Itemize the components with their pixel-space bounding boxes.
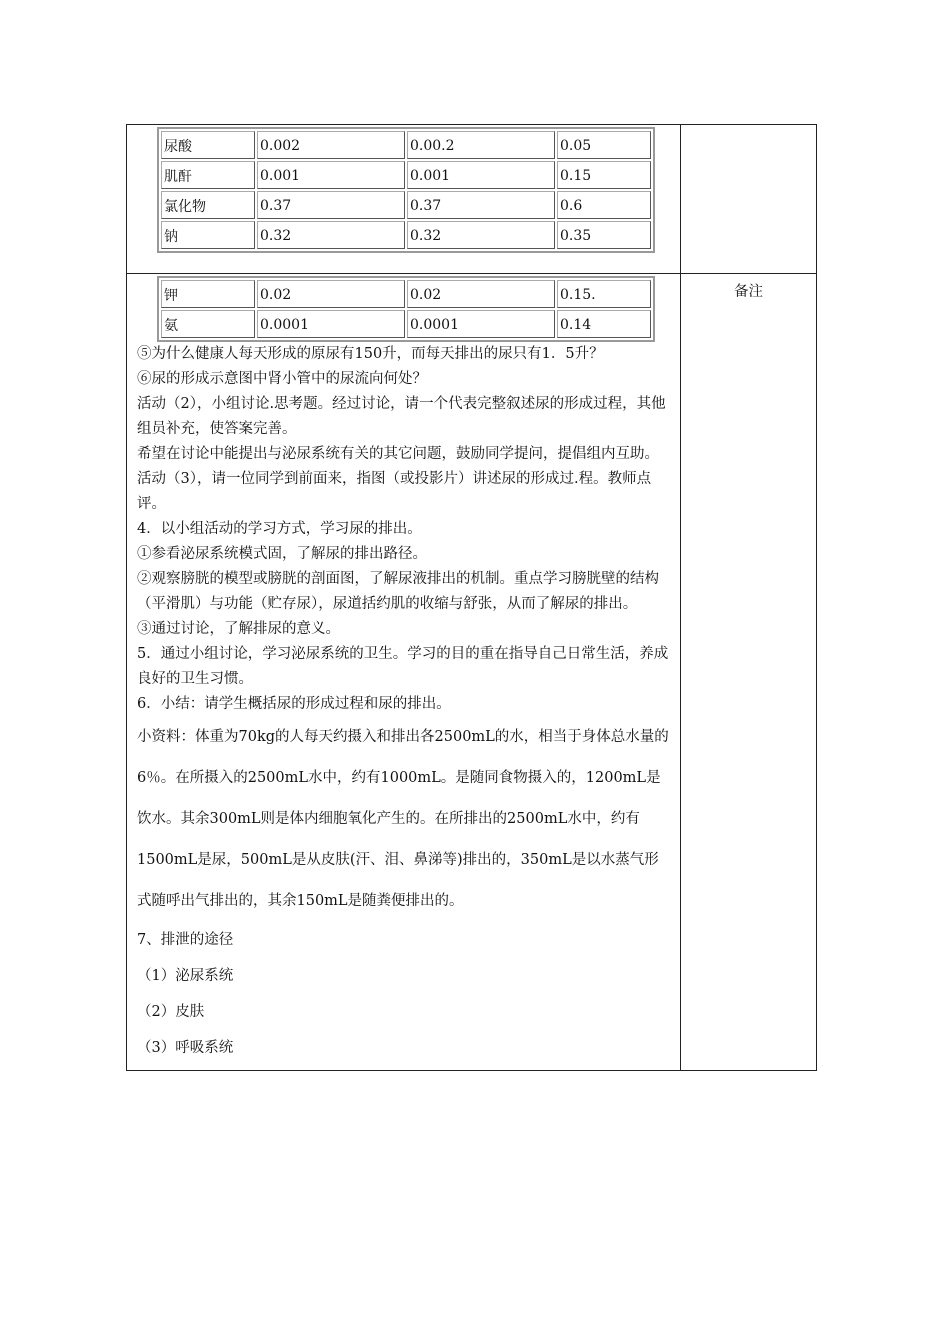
- table-row: [161, 191, 651, 219]
- table-row: [161, 280, 651, 308]
- primary-urine-value: 0.00.2: [407, 131, 555, 159]
- paragraph: 5．通过小组讨论，学习泌尿系统的卫生。学习的目的重在指导自己日常生活，养成良好的卫生习惯。: [137, 646, 669, 687]
- notes-cell-top: [681, 125, 817, 274]
- list-item: （1）泌尿系统: [137, 968, 234, 984]
- substance-name: 尿酸: [161, 131, 255, 159]
- excretion-title: 7、排泄的途径: [137, 932, 234, 948]
- urine-value: 0.15: [557, 161, 651, 189]
- table-row: [161, 131, 651, 159]
- paragraph: 6．小结：请学生概括尿的形成过程和尿的排出。: [137, 696, 451, 712]
- urine-value: 0.15.: [557, 280, 651, 308]
- table-row: [127, 125, 817, 274]
- paragraph: ⑥尿的形成示意图中肾小管中的尿流向何处？: [137, 371, 427, 387]
- urine-value: 0.35: [557, 221, 651, 249]
- paragraph: ③通过讨论，了解排尿的意义。: [137, 621, 340, 637]
- paragraph: 活动（2），小组讨论.思考题。经过讨论，请一个代表完整叙述尿的形成过程，其他组员补充，使答案完善。: [137, 396, 666, 437]
- table-row: [161, 221, 651, 249]
- paragraph: 活动（3），请一位同学到前面来，指图（或投影片）讲述尿的形成过.程。教师点评。: [137, 471, 652, 512]
- paragraph: ①参看泌尿系统模式固，了解尿的排出路径。: [137, 546, 427, 562]
- plasma-value: 0.32: [257, 221, 405, 249]
- urine-value: 0.05: [557, 131, 651, 159]
- plasma-value: 0.002: [257, 131, 405, 159]
- lesson-body: [127, 342, 680, 1070]
- urine-value: 0.6: [557, 191, 651, 219]
- substance-name: 氯化物: [161, 191, 255, 219]
- primary-urine-value: 0.001: [407, 161, 555, 189]
- list-item: （3）呼吸系统: [137, 1040, 234, 1056]
- table-row: [161, 310, 651, 338]
- composition-table-bottom: [157, 276, 655, 342]
- urine-value: 0.14: [557, 310, 651, 338]
- composition-table-top: [157, 127, 655, 253]
- substance-name: 钠: [161, 221, 255, 249]
- list-item: （2）皮肤: [137, 1004, 205, 1020]
- content-cell-top: [127, 125, 681, 274]
- paragraph: ②观察膀胱的模型或膀胱的剖面图，了解尿液排出的机制。重点学习膀胱壁的结构（平滑肌）与功能（贮存尿），尿道括约肌的收缩与舒张，从而了解尿的排出。: [137, 571, 659, 612]
- plasma-value: 0.37: [257, 191, 405, 219]
- lesson-plan-table: [126, 124, 817, 1071]
- table-row: [161, 161, 651, 189]
- notes-label: 备注: [734, 284, 763, 300]
- substance-name: 肌酐: [161, 161, 255, 189]
- primary-urine-value: 0.37: [407, 191, 555, 219]
- content-cell-main: [127, 274, 681, 1071]
- primary-urine-value: 0.02: [407, 280, 555, 308]
- notes-cell: [681, 274, 817, 1071]
- plasma-value: 0.0001: [257, 310, 405, 338]
- primary-urine-value: 0.32: [407, 221, 555, 249]
- substance-name: 氨: [161, 310, 255, 338]
- paragraph: ⑤为什么健康人每天形成的原尿有150升，而每天排出的尿只有1．5升？: [137, 346, 604, 362]
- substance-name: 钾: [161, 280, 255, 308]
- small-data-paragraph: 小资料：体重为70kg的人每天约摄入和排出各2500mL的水，相当于身体总水量的6％。在所摄入的2500mL水中，约有1000mL。是随同食物摄入的，1200mL是饮水。其余300mL则是体内细胞氧化产生的。在所排出的2500mL水中，约有1500mL是尿，500mL是从皮肤(汗、泪、鼻涕等)排出的，350mL是以水蒸气形式随呼出气排出的，其余150mL是随粪便排出的。: [137, 729, 669, 909]
- primary-urine-value: 0.0001: [407, 310, 555, 338]
- table-row: [127, 274, 817, 1071]
- plasma-value: 0.001: [257, 161, 405, 189]
- plasma-value: 0.02: [257, 280, 405, 308]
- excretion-list: [137, 922, 672, 1070]
- paragraph: 希望在讨论中能提出与泌尿系统有关的其它问题，鼓励同学提问，提倡组内互助。: [137, 446, 659, 462]
- paragraph: 4．以小组活动的学习方式，学习尿的排出。: [137, 521, 422, 537]
